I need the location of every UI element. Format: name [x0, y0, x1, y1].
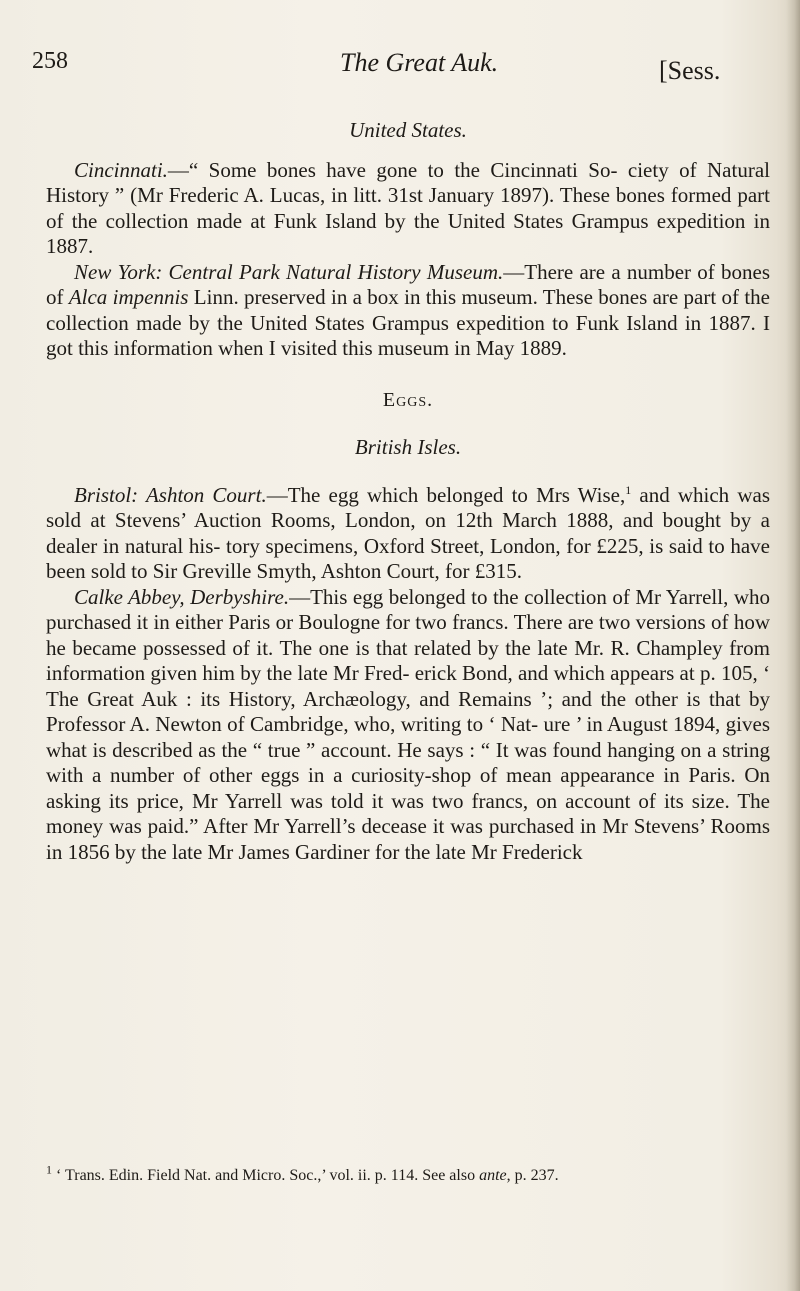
paragraph-new-york-text-a: —There are a number of bones of — [46, 259, 770, 309]
paragraph-new-york-text-b: Linn. preserved in a box in this museum. These bones are part of the collection made by the United States Grampus expedition to Funk Island in 1887. I got this information when I visited this museum in May 1889. — [46, 285, 770, 360]
place-bristol: Bristol: Ashton Court. — [74, 482, 267, 507]
paragraph-new-york — [46, 260, 770, 362]
section-heading-united-states: United States. — [349, 118, 467, 142]
paragraph-bristol-text-a: —The egg which belonged to Mrs Wise, — [266, 482, 626, 507]
footnote-text-b: , p. 237. — [506, 1167, 559, 1184]
footnote-text-a: ‘ Trans. Edin. Field Nat. and Micro. Soc.,’ vol. ii. p. 114. See also — [52, 1167, 480, 1184]
footnote-marker: 1 — [46, 1162, 52, 1177]
running-title: The Great Auk. — [340, 48, 499, 77]
place-cincinnati: Cincinnati. — [74, 157, 168, 182]
paragraph-calke-abbey — [46, 585, 770, 866]
page-edge-shadow — [786, 0, 800, 1291]
paragraph-bristol — [46, 483, 770, 585]
footnote — [46, 1162, 770, 1186]
place-new-york: New York: Central Park Natural History Museum. — [74, 259, 504, 284]
paragraph-cincinnati — [46, 158, 770, 260]
paragraph-calke-abbey-text: —This egg belonged to the collection of Mr Yarrell, who purchased it in either Paris or Boulogne for two francs. There are two versions of how he became possessed of it. The one is that related by the late Mr. R. Champley from information given him by the late Mr Fred- erick Bond, and which appears at p. 105, ‘ The Great Auk : its History, Archæology, and Remains ’; and the other is that by Professor A. Newton of Cambridge, who, writing to ‘ Nat- ure ’ in August 1894, gives what is described as the “ true ” account. He says : “ It was found hanging on a string with a number of other eggs in a curiosity-shop of mean appearance in Paris. On asking its price, Mr Yarrell was told it was two francs, on account of its size. The money was paid.” After Mr Yarrell’s decease it was purchased in Mr Stevens’ Rooms in 1856 by the late Mr James Gardiner for the late Mr Frederick — [46, 584, 770, 864]
section-heading-eggs: Eggs. — [382, 388, 434, 411]
subheading-british-isles: British Isles. — [354, 435, 462, 459]
species-name: Alca impennis — [68, 285, 189, 309]
paragraph-bristol-text-b: and which was sold at Stevens’ Auction Rooms, London, on 12th March 1888, and bought by a dealer in natural his- tory specimens, Oxford Street, London, for £225, is said to have been sold to Sir Greville Smyth, Ashton Court, for £315. — [46, 482, 770, 583]
session-label: [Sess. — [659, 56, 721, 85]
page-header — [32, 48, 752, 88]
paragraph-cincinnati-text: —“ Some bones have gone to the Cincinnati So- ciety of Natural History ” (Mr Frederic A. Lucas, in litt. 31st January 1897). These bones formed part of the collection made at Funk Island by the United States Grampus expedition in 1887. — [46, 157, 770, 258]
page-number: 258 — [32, 48, 68, 74]
footnote-reference: 1 — [625, 482, 632, 497]
footnote-ante: ante — [479, 1167, 507, 1184]
place-calke-abbey: Calke Abbey, Derbyshire. — [74, 584, 290, 609]
body-text — [46, 118, 770, 865]
